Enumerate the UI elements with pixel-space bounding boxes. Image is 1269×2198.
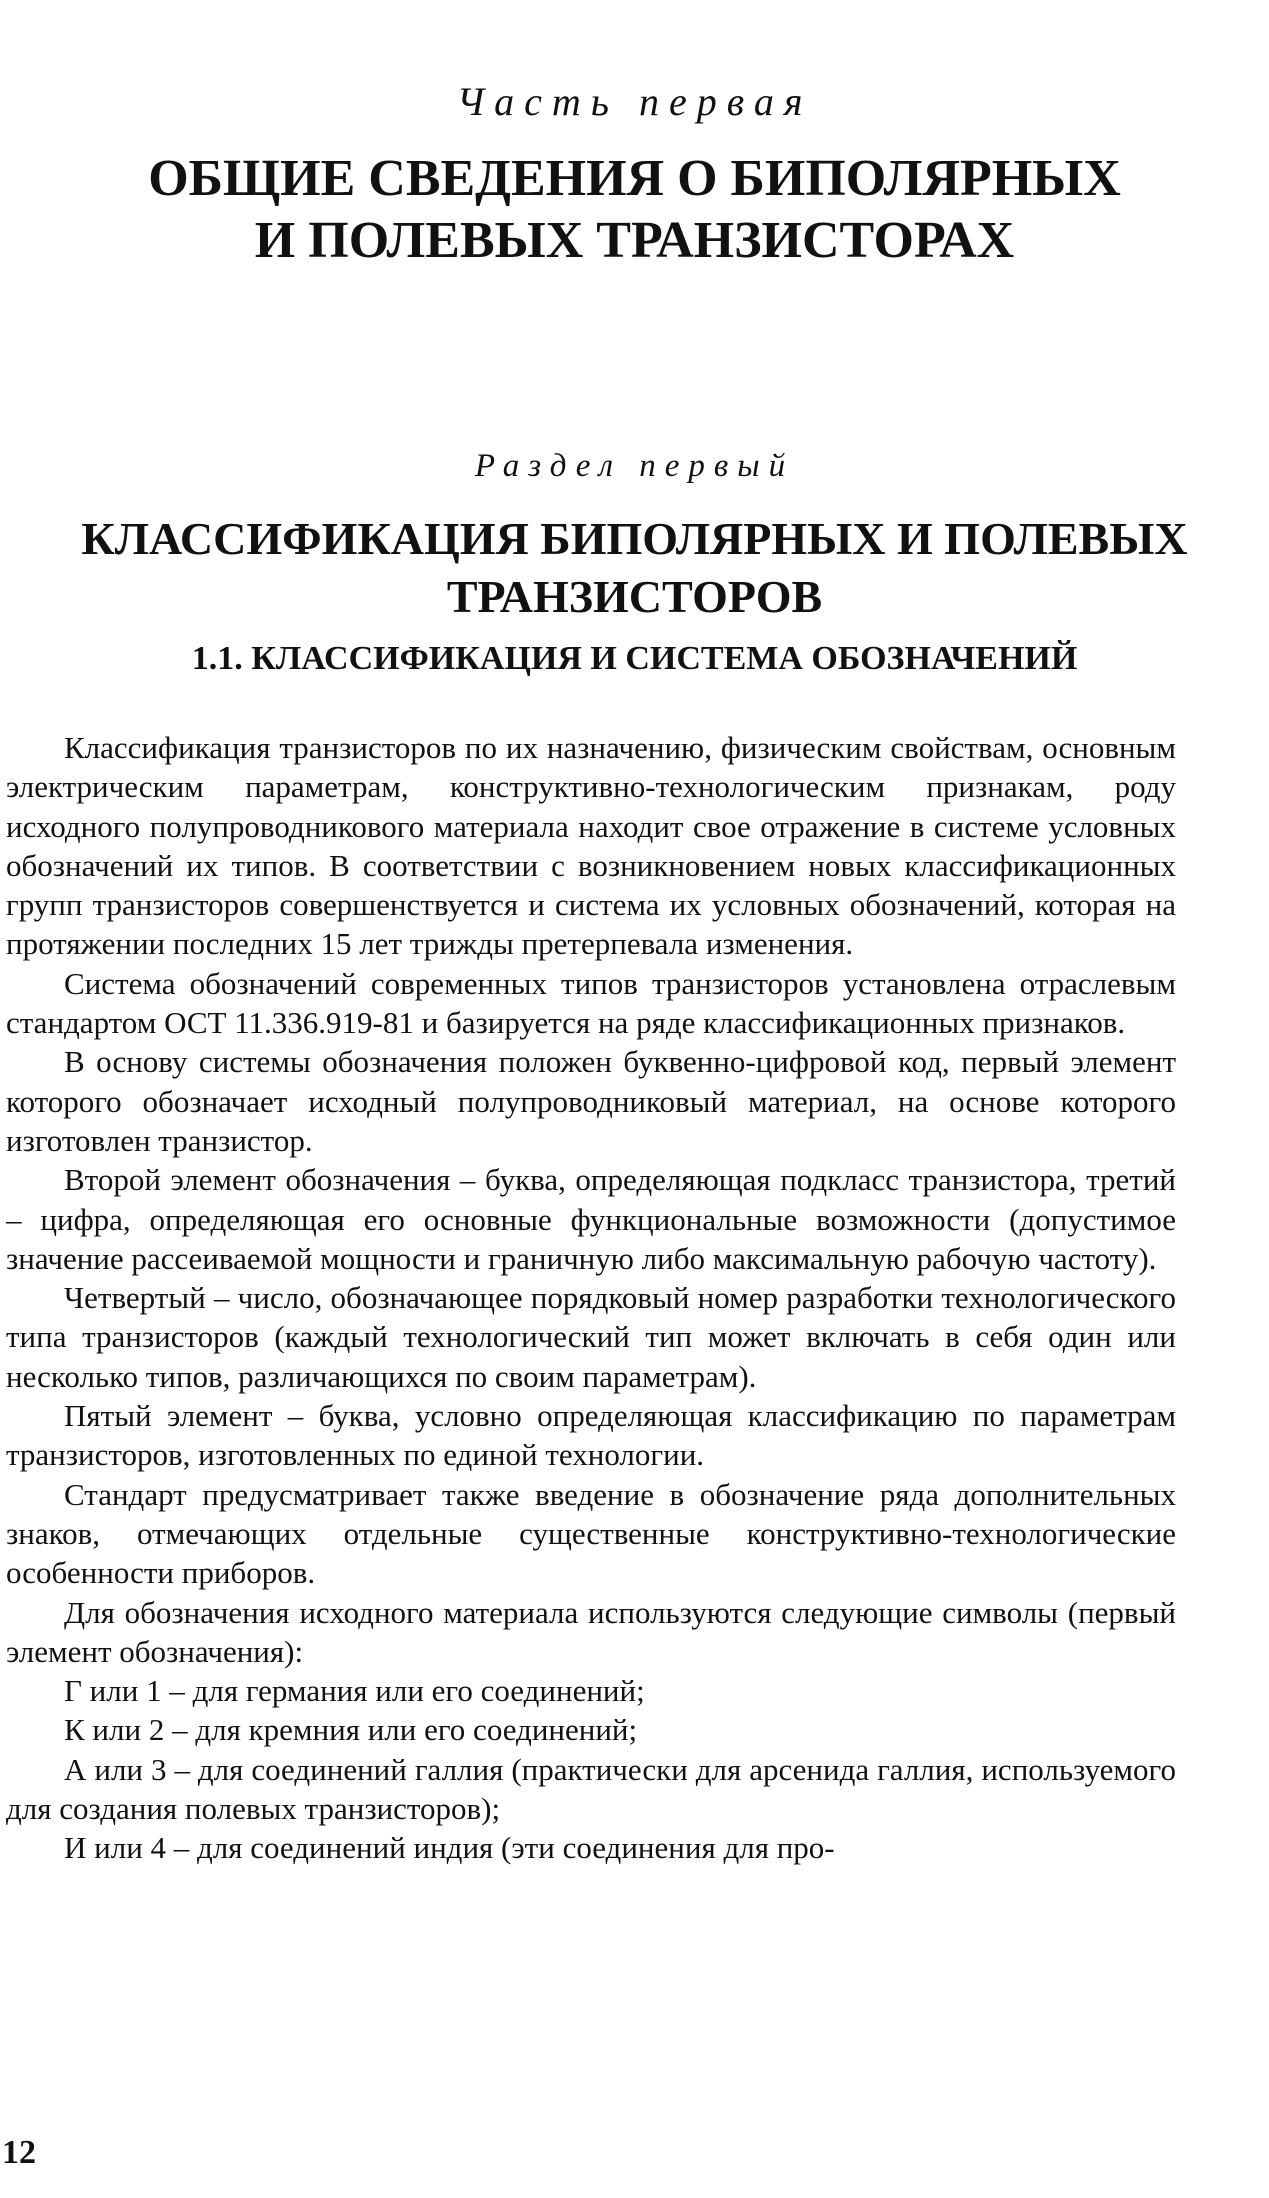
section-title-text: КЛАССИФИКАЦИЯ БИПОЛЯРНЫХ И ПОЛЕВЫХ ТРАНЗИСТОРОВ xyxy=(81,513,1188,622)
paragraph: Второй элемент обозначения – буква, определяющая подкласс транзистора, третий – цифра, определяющая его основные функциональные возможности (допустимое значение рассеиваемой мощности и граничную либо максимальную рабочую частоту). xyxy=(6,1162,1176,1276)
section-label: Раздел первый xyxy=(474,448,795,484)
part-title-text: ОБЩИЕ СВЕДЕНИЯ О БИПОЛЯРНЫХ И ПОЛЕВЫХ ТРАНЗИСТОРАХ xyxy=(148,150,1121,269)
body-text xyxy=(6,728,1176,1868)
symbol-item-indium: И или 4 – для соединений индия (эти соединения для про- xyxy=(64,1830,835,1866)
paragraph: Стандарт предусматривает также введение в обозначение ряда дополнительных знаков, отмечающих отдельные существенные конструктивно-технологические особенности приборов. xyxy=(6,1476,1176,1591)
section-title xyxy=(0,510,1269,626)
symbol-item-germanium: Г или 1 – для германия или его соединений; xyxy=(64,1673,645,1709)
symbol-item-silicon: К или 2 – для кремния или его соединений; xyxy=(64,1712,638,1748)
paragraph: Для обозначения исходного материала используются следующие символы (первый элемент обозначения): xyxy=(6,1594,1176,1669)
paragraph: Четвертый – число, обозначающее порядковый номер разработки технологического типа транзисторов (каждый технологический тип может включать в себя один или несколько типов, различающихся по своим параметрам). xyxy=(6,1280,1176,1394)
paragraph: Классификация транзисторов по их назначению, физическим свойствам, основным электрическим параметрам, конструктивно-технологическим признакам, роду исходного полупроводникового материала находит свое отражение в системе условных обозначений их типов. В соответствии с возникновением новых классификационных групп транзисторов совершенствуется и система их условных обозначений, которая на протяжении последних 15 лет трижды претерпевала изменения. xyxy=(6,730,1176,962)
part-label: Часть первая xyxy=(456,79,813,124)
subsection-title: 1.1. КЛАССИФИКАЦИЯ И СИСТЕМА ОБОЗНАЧЕНИЙ xyxy=(191,640,1078,677)
part-title xyxy=(0,148,1269,272)
page-number: 12 xyxy=(2,2134,36,2171)
symbol-item-gallium: А или 3 – для соединений галлия (практически для арсенида галлия, используемого для создания полевых транзисторов); xyxy=(6,1751,1176,1827)
paragraph: В основу системы обозначения положен буквенно-цифровой код, первый элемент которого обозначает исходный полупроводниковый материал, на основе которого изготовлен транзистор. xyxy=(6,1044,1176,1158)
paragraph: Система обозначений современных типов транзисторов установлена отраслевым стандартом ОСТ 11.336.919-81 и базируется на ряде классификационных признаков. xyxy=(6,965,1176,1041)
paragraph: Пятый элемент – буква, условно определяющая классификацию по параметрам транзисторов, изготовленных по единой технологии. xyxy=(6,1398,1176,1473)
